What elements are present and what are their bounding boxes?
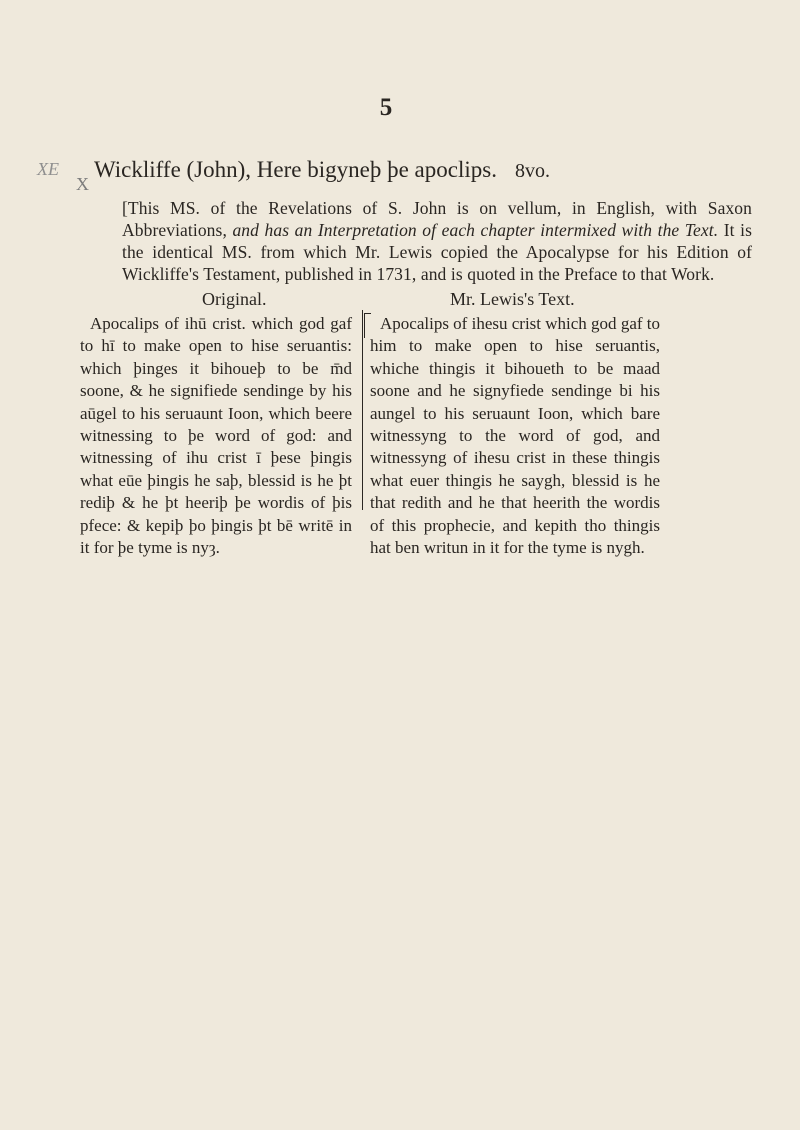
lewis-text-column — [370, 313, 660, 559]
description-prefix: [This MS. of the Revelations of S. John is on vellum, in English, with Saxon Abbreviations, — [122, 198, 752, 240]
book-format: 8vo. — [514, 160, 550, 182]
page-number: 5 — [379, 94, 393, 121]
catalogue-entry-heading — [94, 156, 774, 184]
lewis-column-heading: Mr. Lewis's Text. — [450, 289, 575, 309]
margin-mark: XE — [37, 159, 59, 179]
lewis-text: Apocalips of ihesu crist which god gaf to him to make open to hise seruantis, whiche thingis it bihoueth to be maad soone and he signyfiede sendinge bi his aungel to his seruaunt Ioon, which bare witnessyng to the word of god, and witnessyng of ihesu crist in these thingis what euer thingis he saygh, blessid is he that redith and he that heerith the wordis of this prophecie, and kepith tho thingis hat ben writun in it for the tyme is nygh. — [370, 314, 660, 558]
description-suffix: It is the identical MS. from which Mr. Lewis copied the Apocalypse for his Edition of Wickliffe's Testament, published in 1731, and is quoted in the Preface to that Work. — [122, 220, 753, 284]
description-italic: and has an Interpretation of each chapter intermixed with the Text. — [232, 220, 719, 240]
original-text: Apocalips of ihū crist. which god gaf to hī to make open to hise seruantis: which þinges it bihoueþ to be m̄d soone, & he signifiede sendinge by his aūgel to his seruaunt Ioon, which beere witnessing to þe word of god: and witnessing of ihu crist ī þese þingis what eūe þingis he saþ, blessid is he þt rediþ & he þt heeriþ þe wordis of þis pfece: & kepiþ þo þingis þt bē writē in it for þe tyme is nyȝ. — [80, 314, 352, 558]
entry-description — [122, 197, 752, 285]
original-column-heading: Original. — [202, 289, 267, 309]
column-divider — [362, 310, 363, 510]
pencil-mark: X — [76, 174, 89, 194]
entry-title: Wickliffe (John), Here bigyneþ þe apoclips. — [94, 157, 497, 182]
original-text-column — [80, 313, 352, 559]
